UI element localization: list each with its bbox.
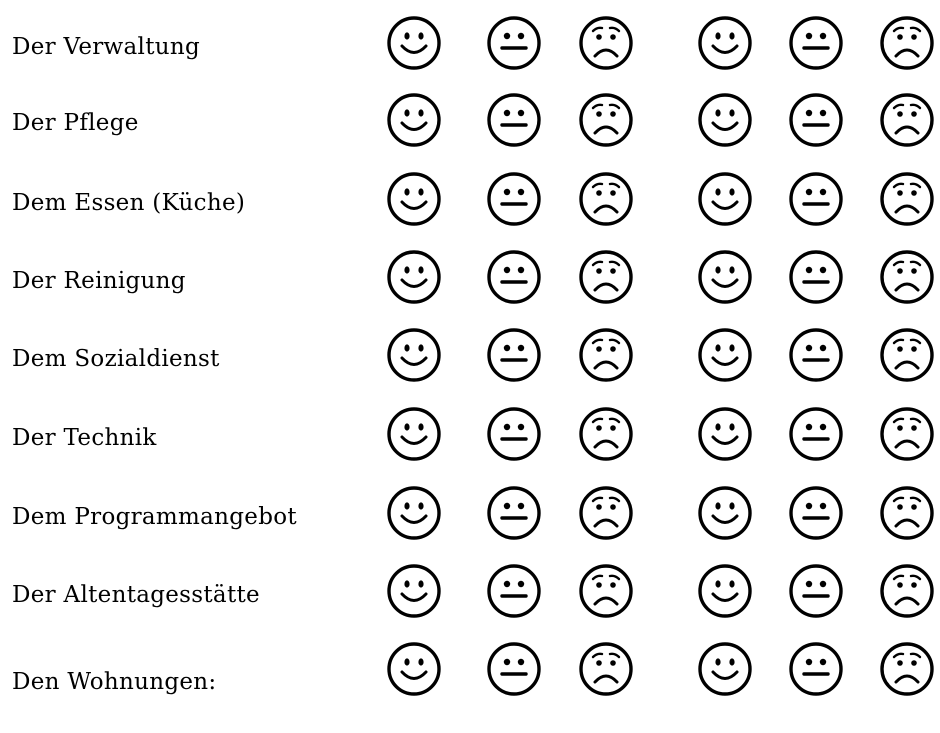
smiley-sad-icon[interactable] — [578, 249, 634, 305]
smiley-neutral-icon[interactable] — [788, 249, 844, 305]
smiley-sad-icon[interactable] — [578, 327, 634, 383]
smiley-happy-icon[interactable] — [697, 15, 753, 71]
smiley-neutral-icon[interactable] — [788, 485, 844, 541]
smiley-happy-icon[interactable] — [386, 485, 442, 541]
smiley-sad-icon[interactable] — [879, 327, 935, 383]
rating-row — [0, 249, 940, 309]
smiley-neutral-icon[interactable] — [788, 15, 844, 71]
row-label: Dem Sozialdienst — [12, 346, 220, 372]
smiley-neutral-icon[interactable] — [486, 485, 542, 541]
smiley-sad-icon[interactable] — [578, 485, 634, 541]
smiley-sad-icon[interactable] — [578, 406, 634, 462]
smiley-neutral-icon[interactable] — [486, 327, 542, 383]
rating-row — [0, 15, 940, 75]
smiley-neutral-icon[interactable] — [788, 641, 844, 697]
smiley-happy-icon[interactable] — [697, 249, 753, 305]
smiley-happy-icon[interactable] — [386, 92, 442, 148]
smiley-sad-icon[interactable] — [879, 249, 935, 305]
smiley-neutral-icon[interactable] — [486, 15, 542, 71]
smiley-sad-icon[interactable] — [879, 92, 935, 148]
rating-row — [0, 171, 940, 231]
smiley-neutral-icon[interactable] — [788, 563, 844, 619]
smiley-sad-icon[interactable] — [879, 485, 935, 541]
smiley-neutral-icon[interactable] — [486, 92, 542, 148]
smiley-sad-icon[interactable] — [578, 15, 634, 71]
smiley-sad-icon[interactable] — [879, 406, 935, 462]
smiley-neutral-icon[interactable] — [486, 406, 542, 462]
smiley-happy-icon[interactable] — [386, 327, 442, 383]
smiley-sad-icon[interactable] — [578, 171, 634, 227]
smiley-sad-icon[interactable] — [879, 171, 935, 227]
smiley-sad-icon[interactable] — [879, 563, 935, 619]
smiley-neutral-icon[interactable] — [486, 563, 542, 619]
row-label: Dem Essen (Küche) — [12, 190, 246, 216]
smiley-happy-icon[interactable] — [386, 563, 442, 619]
smiley-happy-icon[interactable] — [697, 406, 753, 462]
smiley-neutral-icon[interactable] — [788, 327, 844, 383]
smiley-neutral-icon[interactable] — [788, 171, 844, 227]
rating-row — [0, 563, 940, 623]
smiley-neutral-icon[interactable] — [486, 249, 542, 305]
smiley-neutral-icon[interactable] — [486, 641, 542, 697]
smiley-happy-icon[interactable] — [697, 563, 753, 619]
rating-row — [0, 92, 940, 152]
smiley-happy-icon[interactable] — [697, 171, 753, 227]
smiley-neutral-icon[interactable] — [486, 171, 542, 227]
row-label: Der Altentagesstätte — [12, 582, 260, 608]
row-label: Der Technik — [12, 425, 157, 451]
smiley-sad-icon[interactable] — [879, 15, 935, 71]
smiley-happy-icon[interactable] — [697, 641, 753, 697]
smiley-happy-icon[interactable] — [386, 641, 442, 697]
smiley-sad-icon[interactable] — [879, 641, 935, 697]
smiley-happy-icon[interactable] — [697, 92, 753, 148]
smiley-happy-icon[interactable] — [697, 485, 753, 541]
smiley-neutral-icon[interactable] — [788, 406, 844, 462]
smiley-sad-icon[interactable] — [578, 92, 634, 148]
row-label: Der Reinigung — [12, 268, 186, 294]
rating-row — [0, 327, 940, 387]
smiley-neutral-icon[interactable] — [788, 92, 844, 148]
smiley-sad-icon[interactable] — [578, 563, 634, 619]
rating-row — [0, 406, 940, 466]
smiley-happy-icon[interactable] — [386, 15, 442, 71]
rating-row — [0, 485, 940, 545]
rating-row — [0, 641, 940, 701]
smiley-happy-icon[interactable] — [386, 171, 442, 227]
smiley-happy-icon[interactable] — [386, 406, 442, 462]
smiley-happy-icon[interactable] — [386, 249, 442, 305]
row-label: Der Verwaltung — [12, 34, 201, 60]
row-label: Der Pflege — [12, 110, 139, 136]
smiley-happy-icon[interactable] — [697, 327, 753, 383]
row-label: Dem Programmangebot — [12, 504, 297, 530]
row-label: Den Wohnungen: — [12, 669, 217, 695]
smiley-sad-icon[interactable] — [578, 641, 634, 697]
